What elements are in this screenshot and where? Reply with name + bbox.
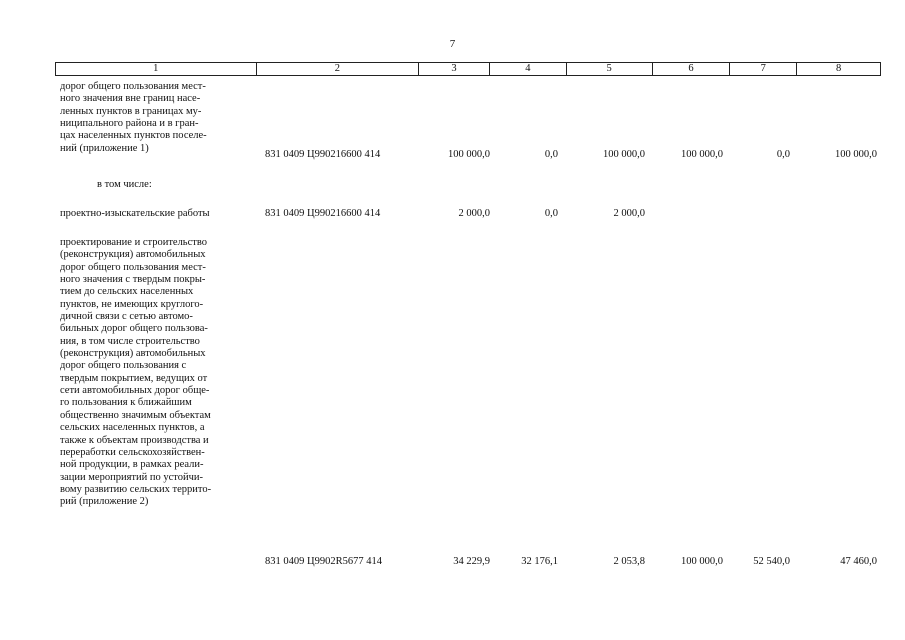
table-header-row xyxy=(55,62,881,76)
row1-col5: 100 000,0 xyxy=(603,149,645,160)
row1-col4: 0,0 xyxy=(544,149,558,160)
row3-col7: 52 540,0 xyxy=(753,556,790,567)
row3-line: сети автомобильных дорог обще- xyxy=(60,385,210,397)
row3-line: ного значения с твердым покры- xyxy=(60,274,206,286)
row1-col6: 100 000,0 xyxy=(681,149,723,160)
row1-line: ниципального района и в гран- xyxy=(60,118,199,130)
row1-col8: 100 000,0 xyxy=(835,149,877,160)
row1-col7: 0,0 xyxy=(776,149,790,160)
row2-col4: 0,0 xyxy=(544,208,558,219)
row3-line: дорог общего пользования с xyxy=(60,360,187,372)
row2-description: проектно-изыскательские работы xyxy=(60,208,210,219)
row3-line: вому развитию сельских террито- xyxy=(60,483,212,495)
row3-line: проектирование и строительство xyxy=(60,237,207,248)
row3-line: также к объектам производства и xyxy=(60,434,209,446)
row3-line: рий (приложение 2) xyxy=(60,496,149,508)
row3-line: сельских населенных пунктов, а xyxy=(60,422,205,434)
row3-line: пунктов, не имеющих круглого- xyxy=(60,298,204,310)
row3-line: твердым покрытием, ведущих от xyxy=(60,372,208,384)
row3-line: дичной связи с сетью автомо- xyxy=(60,311,193,323)
header-cell-6: 6 xyxy=(653,63,731,75)
row3-description xyxy=(60,237,250,509)
row3-line: тием до сельских населенных xyxy=(60,286,194,298)
row2-col5: 2 000,0 xyxy=(613,208,645,219)
row3-line: переработки сельскохозяйствен- xyxy=(60,446,205,458)
row3-line: общественно значимым объектам xyxy=(60,409,211,421)
row3-col6: 100 000,0 xyxy=(681,556,723,567)
row1-line: ленных пунктов в границах му- xyxy=(60,105,202,117)
row1-line: дорог общего пользования мест- xyxy=(60,81,206,92)
header-cell-3: 3 xyxy=(419,63,490,75)
header-cell-2: 2 xyxy=(257,63,420,75)
row1-code: 831 0409 Ц990216600 414 xyxy=(265,149,381,160)
header-cell-1: 1 xyxy=(56,63,257,75)
row1-line: цах населенных пунктов поселе- xyxy=(60,130,207,142)
row2-col3: 2 000,0 xyxy=(458,208,490,219)
row3-line: го пользования к ближайшим xyxy=(60,397,192,409)
row2-code: 831 0409 Ц990216600 414 xyxy=(265,208,381,219)
row3-col8: 47 460,0 xyxy=(840,556,877,567)
including-label: в том числе: xyxy=(97,179,152,190)
row3-line: бильных дорог общего пользова- xyxy=(60,323,208,335)
row1-description xyxy=(60,81,250,155)
row1-line: ного значения вне границ насе- xyxy=(60,93,201,105)
row3-line: ной продукции, в рамках реали- xyxy=(60,459,204,471)
row3-col5: 2 053,8 xyxy=(613,556,645,567)
page-number: 7 xyxy=(449,38,456,50)
header-cell-7: 7 xyxy=(730,63,797,75)
header-cell-4: 4 xyxy=(490,63,567,75)
row3-line: (реконструкция) автомобильных xyxy=(60,348,206,360)
row3-line: ния, в том числе строительство xyxy=(60,335,200,347)
header-cell-8: 8 xyxy=(835,63,842,74)
row1-col3: 100 000,0 xyxy=(448,149,490,160)
row1-line: ний (приложение 1) xyxy=(60,142,149,154)
row3-line: зации мероприятий по устойчи- xyxy=(60,471,203,483)
row3-col3: 34 229,9 xyxy=(453,556,490,567)
header-cell-5: 5 xyxy=(567,63,653,75)
row3-line: дорог общего пользования мест- xyxy=(60,261,206,273)
row3-code: 831 0409 Ц9902R5677 414 xyxy=(265,556,382,567)
row3-line: (реконструкция) автомобильных xyxy=(60,249,206,261)
row3-col4: 32 176,1 xyxy=(521,556,558,567)
